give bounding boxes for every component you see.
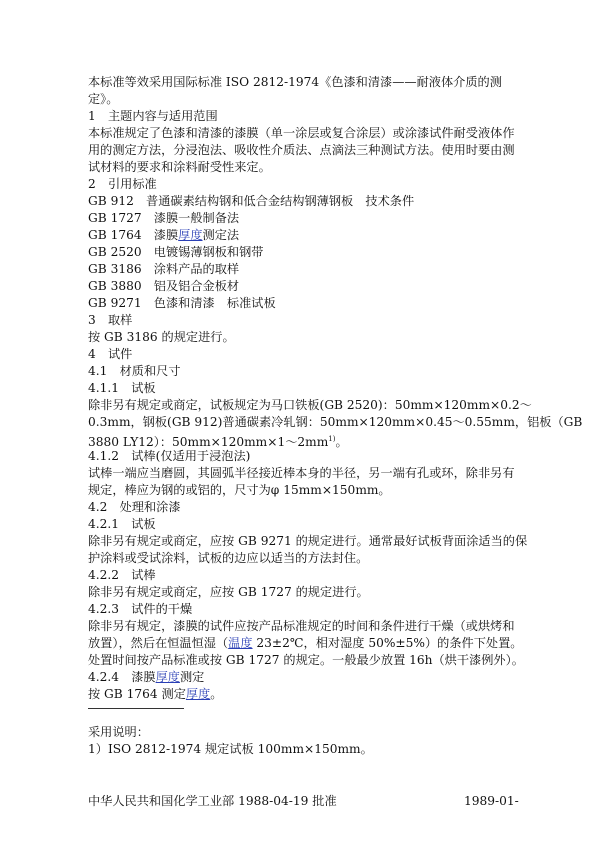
reference-item (88, 278, 239, 294)
ref-code: GB 3186 (88, 262, 142, 276)
ref-code: GB 9271 (88, 296, 142, 310)
paragraph-line: 按 GB 3186 的规定进行。 (88, 330, 235, 344)
paragraph-line: 除非另有规定或商定，试板规定为马口铁板(GB 2520)：50mm×120mm×0.2～ (88, 398, 532, 412)
ref-text: 电镀锡薄钢板和钢带 (153, 245, 264, 259)
paragraph-line: 放置），然后在恒温恒湿（温度 23±2℃，相对湿度 50%±5%）的条件下处置。 (88, 636, 523, 650)
thickness-link[interactable]: 厚度 (178, 228, 203, 242)
paragraph-line: 按 GB 1764 测定厚度。 (88, 687, 223, 701)
section-2-title: 2 引用标准 (88, 177, 157, 191)
ref-text: 测定法 (202, 228, 240, 242)
subsection-title: 4.2 处理和涂漆 (88, 500, 181, 514)
intro-line: 定》。 (88, 92, 119, 106)
thickness-link[interactable]: 厚度 (185, 687, 211, 701)
implementation-date: 1989-01- (464, 794, 519, 808)
ref-text: 铝及铝合金板材 (153, 279, 240, 293)
footnote-marker: 1) (328, 435, 336, 443)
reference-item (88, 193, 414, 209)
ref-code: GB 2520 (88, 245, 142, 259)
section-3-title: 3 取样 (88, 313, 133, 327)
paragraph-line: 本标准规定了色漆和清漆的漆膜（单一涂层或复合涂层）或涂漆试件耐受液体作 (88, 126, 515, 140)
intro-line: 本标准等效采用国际标准 ISO 2812-1974《色漆和清漆——耐液体介质的测 (88, 75, 502, 89)
ref-code: GB 1764 (88, 228, 142, 242)
note-text: 1）ISO 2812-1974 规定试板 100mm×150mm。 (88, 742, 373, 756)
subsection-title: 4.1 材质和尺寸 (88, 364, 181, 378)
ref-text: 色漆和清漆 标准试板 (153, 296, 276, 310)
ref-code: GB 3880 (88, 279, 142, 293)
paragraph-line: 0.3mm，钢板(GB 912)普通碳素冷轧钢：50mm×120mm×0.45～0.55mm，铝板（GB (88, 415, 583, 429)
ref-text: 漆膜 (153, 228, 179, 242)
section-4-title: 4 试件 (88, 347, 133, 361)
reference-item (88, 210, 239, 226)
ref-text: 普通碳素结构钢和低合金结构钢薄钢板 技术条件 (146, 194, 415, 208)
subsection-title: 4.1.2 试棒(仅适用于浸泡法) (88, 449, 251, 463)
paragraph-line: 处置时间按产品标准或按 GB 1727 的规定。一般最少放置 16h（烘干漆例外）。 (88, 653, 524, 667)
note-title: 采用说明： (88, 725, 149, 739)
paragraph-line: 试材料的要求和涂料耐受性来定。 (88, 160, 271, 174)
paragraph-line: 除非另有规定，漆膜的试件应按产品标准规定的时间和条件进行干燥（或烘烤和 (88, 619, 515, 633)
approval-text: 中华人民共和国化学工业部 1988-04-19 批准 (88, 794, 337, 808)
reference-item (88, 244, 263, 260)
paragraph-line: 除非另有规定或商定，应按 GB 1727 的规定进行。 (88, 585, 369, 599)
ref-text: 涂料产品的取样 (153, 262, 240, 276)
ref-code: GB 912 (88, 194, 134, 208)
ref-text: 漆膜一般制备法 (153, 211, 240, 225)
paragraph-line: 用的测定方法，分浸泡法、吸收性介质法、点滴法三种测试方法。使用时要由测 (88, 143, 515, 157)
paragraph-line: 试棒一端应当磨圆，其圆弧半径接近棒本身的半径，另一端有孔或环，除非另有 (88, 466, 515, 480)
paragraph-line: 3880 LY12）：$50mm\times 120mm\times 1\sim 2mm^{1)}$。 (88, 435, 348, 450)
ref-code: GB 1727 (88, 211, 142, 225)
thickness-link[interactable]: 厚度 (155, 670, 180, 684)
subsection-title: 4.2.1 试板 (88, 517, 156, 531)
subsection-title: 4.2.3 试件的干燥 (88, 602, 193, 616)
section-1-title: 1 主题内容与适用范围 (88, 109, 218, 123)
subsection-title: 4.2.4 漆膜厚度测定 (88, 670, 205, 684)
reference-item (88, 295, 276, 311)
subsection-title: 4.2.2 试棒 (88, 568, 156, 582)
footnote-divider (88, 708, 184, 709)
reference-item (88, 227, 239, 243)
subsection-title: 4.1.1 试板 (88, 381, 156, 395)
paragraph-line: 规定，棒应为钢的或铝的，尺寸为φ 15mm×150mm。 (88, 483, 391, 497)
reference-item (88, 261, 239, 277)
paragraph-line: 除非另有规定或商定，应按 GB 9271 的规定进行。通常最好试板背面涂适当的保 (88, 534, 528, 548)
temperature-link[interactable]: 温度 (228, 636, 253, 650)
paragraph-line: 护涂料或受试涂料，试板的边应以适当的方法封住。 (88, 551, 369, 565)
